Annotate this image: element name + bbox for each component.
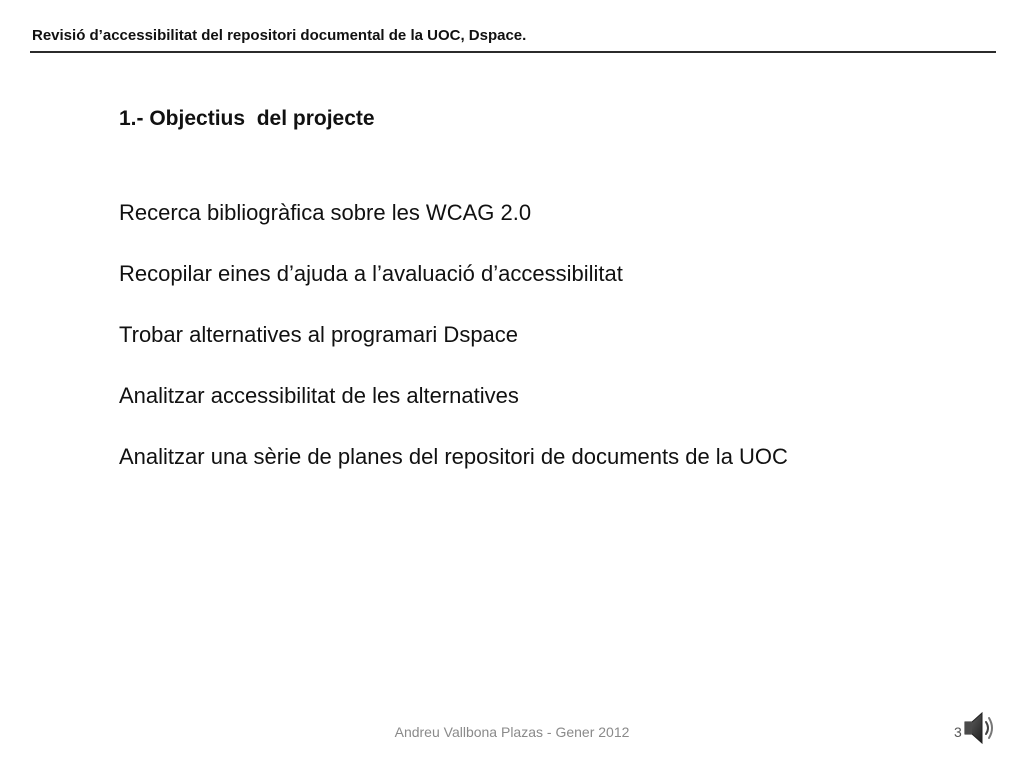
objective-item: Recerca bibliogràfica sobre les WCAG 2.0 — [119, 200, 532, 225]
objective-item: Analitzar accessibilitat de les alternatives — [119, 383, 519, 408]
footer-author: Andreu Vallbona Plazas - Gener 2012 — [394, 724, 630, 740]
page-number: 3 — [954, 724, 962, 740]
slide-header-title: Revisió d’accessibilitat del repositori documental de la UOC, Dspace. — [32, 27, 527, 44]
objective-item: Recopilar eines d’ajuda a l’avaluació d’accessibilitat — [119, 261, 623, 286]
section-heading: 1.- Objectius del projecte — [119, 107, 375, 130]
speaker-icon[interactable] — [963, 708, 997, 748]
objective-item: Trobar alternatives al programari Dspace — [119, 322, 519, 347]
objectives-list — [119, 198, 788, 503]
objective-item: Analitzar una sèrie de planes del repositori de documents de la UOC — [119, 444, 788, 469]
header-divider — [30, 51, 996, 53]
